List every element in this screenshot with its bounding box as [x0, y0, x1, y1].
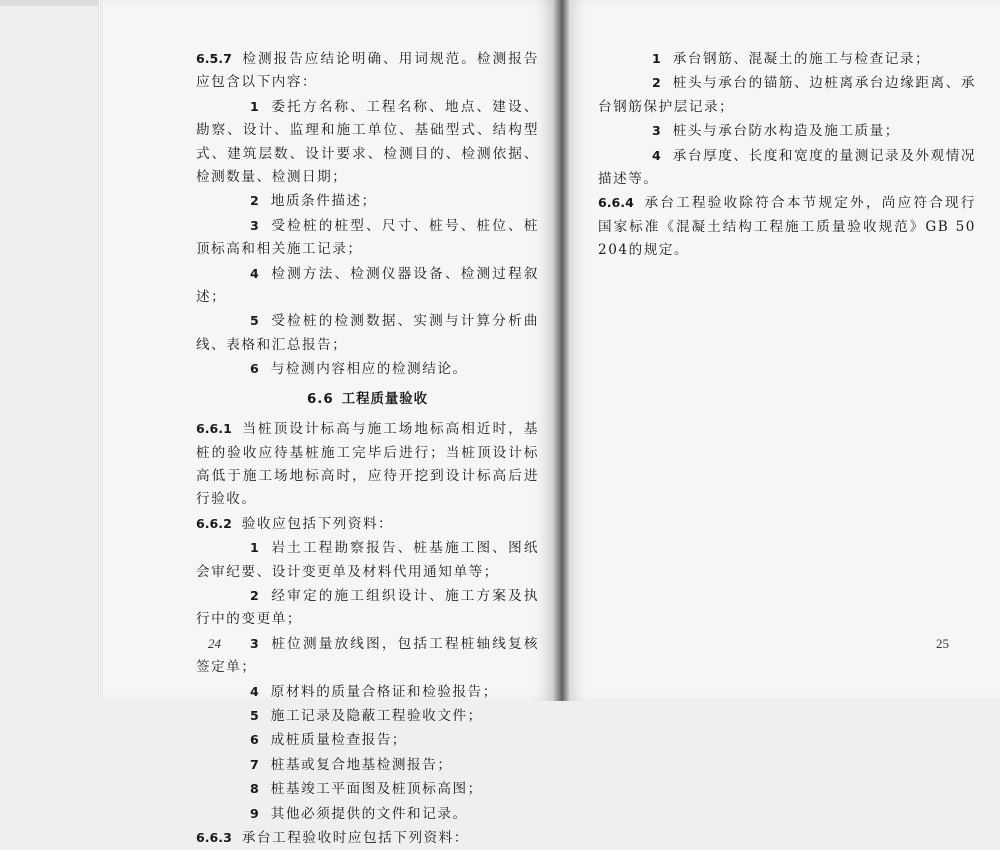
clause-6-6-2: [196, 512, 539, 536]
clause-number: 6.6.4: [598, 195, 634, 211]
left-page-text: [196, 47, 539, 850]
section-heading: [196, 388, 539, 411]
section-title: 工程质量验收: [341, 391, 429, 407]
list-item: [196, 262, 539, 310]
item-number: 4: [250, 683, 259, 699]
item-number: 2: [250, 587, 259, 603]
list-item: [196, 777, 539, 801]
clause-6-6-1: [196, 417, 539, 512]
item-number: 1: [652, 51, 661, 66]
item-number: 8: [250, 781, 259, 797]
item-number: 4: [250, 265, 259, 281]
item-text: 承台厚度、长度和宽度的量测记录及外观情况描述等。: [598, 147, 976, 188]
item-text: 桩头与承台防水构造及施工质量；: [672, 123, 900, 140]
clause-number: 6.6.3: [196, 830, 232, 845]
right-page: [566, 0, 1000, 701]
clause-text: 检测报告应结论明确、用词规范。检测报告应包含以下内容：: [196, 51, 539, 91]
clause-6-6-3: [196, 826, 539, 850]
list-item: [196, 632, 539, 680]
item-number: 5: [250, 707, 259, 723]
list-item: [196, 309, 539, 357]
list-item: [598, 47, 976, 71]
list-item: [196, 704, 539, 728]
list-item: [196, 584, 539, 632]
item-text: 成桩质量检查报告；: [270, 732, 408, 749]
book-gutter: [553, 0, 569, 701]
item-number: 6: [250, 361, 259, 377]
page-number: 24: [208, 636, 221, 651]
item-text: 承台钢筋、混凝土的施工与检查记录；: [672, 51, 931, 67]
item-text: 委托方名称、工程名称、地点、建设、勘察、设计、监理和施工单位、基础型式、结构型式、建筑层数、设计要求、检测目的、检测依据、检测数量、检测日期；: [196, 98, 539, 186]
list-item: [196, 728, 539, 752]
item-number: 7: [250, 756, 259, 772]
item-text: 桩位测量放线图，包括工程桩轴线复核签定单；: [196, 635, 539, 676]
clause-text: 承台工程验收除符合本节规定外，尚应符合现行国家标准《混凝土结构工程施工质量验收规范》GB 50204的规定。: [598, 195, 976, 259]
page-number: 25: [936, 636, 949, 651]
item-number: 3: [250, 635, 259, 651]
item-text: 受检桩的桩型、尺寸、桩号、桩位、桩顶标高和相关施工记录；: [196, 217, 539, 258]
clause-number: 6.6.2: [196, 515, 232, 531]
item-number: 3: [652, 123, 661, 139]
list-item: [196, 95, 539, 190]
left-page: [104, 0, 556, 846]
item-text: 桩基竣工平面图及桩顶标高图；: [270, 781, 483, 798]
list-item: [196, 680, 539, 704]
item-number: 5: [250, 313, 259, 329]
list-item: [196, 536, 539, 584]
list-item: [598, 119, 976, 143]
clause-text: 验收应包括下列资料：: [241, 515, 394, 532]
item-text: 地质条件描述；: [270, 193, 377, 210]
clause-text: 承台工程验收时应包括下列资料：: [241, 830, 470, 846]
item-number: 1: [250, 540, 259, 556]
item-number: 2: [250, 193, 259, 209]
item-text: 受检桩的检测数据、实测与计算分析曲线、表格和汇总报告；: [196, 313, 539, 353]
list-item: [598, 71, 976, 119]
item-number: 6: [250, 732, 259, 748]
item-text: 原材料的质量合格证和检验报告；: [270, 683, 498, 700]
item-text: 与检测内容相应的检测结论。: [270, 361, 468, 378]
item-number: 9: [250, 805, 259, 821]
list-item: [196, 214, 539, 262]
list-item: [598, 144, 976, 192]
item-number: 1: [250, 98, 259, 114]
item-text: 桩头与承台的锚筋、边桩离承台边缘距离、承台钢筋保护层记录；: [598, 75, 976, 115]
item-text: 岩土工程勘察报告、桩基施工图、图纸会审纪要、设计变更单及材料代用通知单等；: [196, 540, 539, 580]
right-page-text: [598, 47, 976, 263]
clause-6-5-7: [196, 47, 539, 95]
clause-6-6-4: [598, 191, 976, 262]
item-number: 2: [652, 75, 661, 91]
item-text: 桩基或复合地基检测报告；: [270, 756, 453, 773]
list-item: [196, 802, 539, 826]
clause-number: 6.6.1: [196, 421, 232, 437]
clause-text: 当桩顶设计标高与施工场地标高相近时，基桩的验收应待基桩施工完毕后进行；当桩顶设计标高低于施工场地标高时，应待开挖到设计标高后进行验收。: [196, 421, 539, 508]
item-text: 其他必须提供的文件和记录。: [270, 805, 468, 822]
item-text: 施工记录及隐蔽工程验收文件；: [270, 707, 483, 724]
item-number: 3: [250, 217, 259, 233]
item-text: 经审定的施工组织设计、施工方案及执行中的变更单；: [196, 587, 539, 628]
clause-number: 6.5.7: [196, 51, 232, 66]
item-text: 检测方法、检测仪器设备、检测过程叙述；: [196, 265, 539, 306]
list-item: [196, 357, 539, 381]
item-number: 4: [652, 147, 661, 163]
list-item: [196, 189, 539, 213]
section-number: 6.6: [306, 391, 334, 407]
list-item: [196, 753, 539, 777]
